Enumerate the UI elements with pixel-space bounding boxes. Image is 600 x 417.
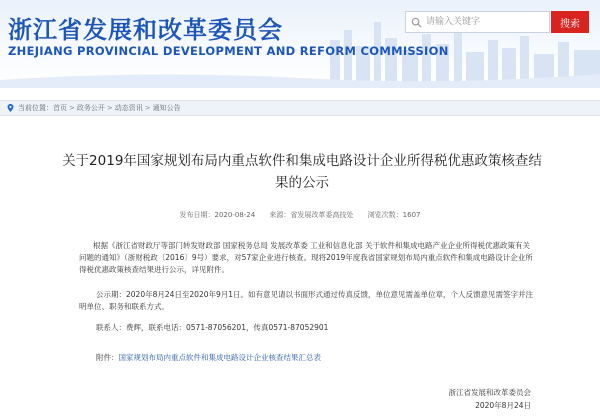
notice-period-text: 2020年8月24日至2020年9月1日。如有意见请以书面形式通过传真反馈，单位意见需盖单位章，个人反馈意见需签字并注明单位、职务和联系方式。 [79, 290, 534, 311]
signature-org: 浙江省发展和改革委员会 [448, 388, 531, 397]
breadcrumb-prefix: 当前位置： [18, 104, 53, 112]
signature-block [449, 386, 532, 412]
attachment-link[interactable]: 国家规划布局内重点软件和集成电路设计企业核查结果汇总表 [118, 353, 321, 362]
article-paragraph: 根据《浙江省财政厅等部门转发财政部 国家税务总局 发展改革委 工业和信息化部 关于软件和集成电路产业企业所得税优惠政策有关问题的通知》（浙财税政〔2016〕9号）要求，对57家企业进行核查。现将2019年度我省国家规划布局内重点软件和集成电路设计企业所得税优惠政策核查结果进行公示，详见附件。 [79, 241, 533, 274]
notice-period-paragraph [79, 289, 534, 313]
breadcrumb-separator: > [106, 104, 113, 112]
search-icon [406, 12, 426, 32]
publish-date: 发布日期：2020-08-24 [179, 211, 256, 219]
article-meta [0, 210, 600, 220]
contact-paragraph: 联系人：费辉，联系电话：0571-87056201，传真0571-87052901 [96, 323, 329, 332]
site-title: 浙江省发展和改革委员会 [8, 16, 283, 44]
breadcrumb-news[interactable]: 动态资讯 [114, 104, 143, 112]
breadcrumb-notices[interactable]: 通知公告 [152, 104, 181, 112]
search-input[interactable] [426, 13, 544, 31]
site-title-english: ZHEJIANG PROVINCIAL DEVELOPMENT AND REFORM COMMISSION [8, 44, 449, 58]
attachment-row [96, 352, 321, 363]
breadcrumb [0, 100, 600, 116]
search-button[interactable]: 搜索 [551, 11, 589, 33]
attachment-label: 附件： [96, 353, 119, 362]
search-box [405, 11, 550, 33]
article-source: 来源：省发展改革委高技处 [269, 211, 354, 219]
signature-date: 2020年8月24日 [475, 401, 531, 410]
breadcrumb-gov-affairs[interactable]: 政务公开 [76, 104, 105, 112]
site-header [0, 0, 600, 88]
breadcrumb-separator: > [69, 104, 75, 112]
article-title: 关于2019年国家规划布局内重点软件和集成电路设计企业所得税优惠政策核查结果的公示 [62, 153, 542, 191]
breadcrumb-separator: > [144, 104, 151, 112]
view-count: 浏览次数：1607 [367, 211, 421, 219]
location-pin-icon [7, 104, 14, 112]
notice-period-label: 公示期： [96, 290, 126, 299]
breadcrumb-home[interactable]: 首页 [53, 104, 67, 112]
